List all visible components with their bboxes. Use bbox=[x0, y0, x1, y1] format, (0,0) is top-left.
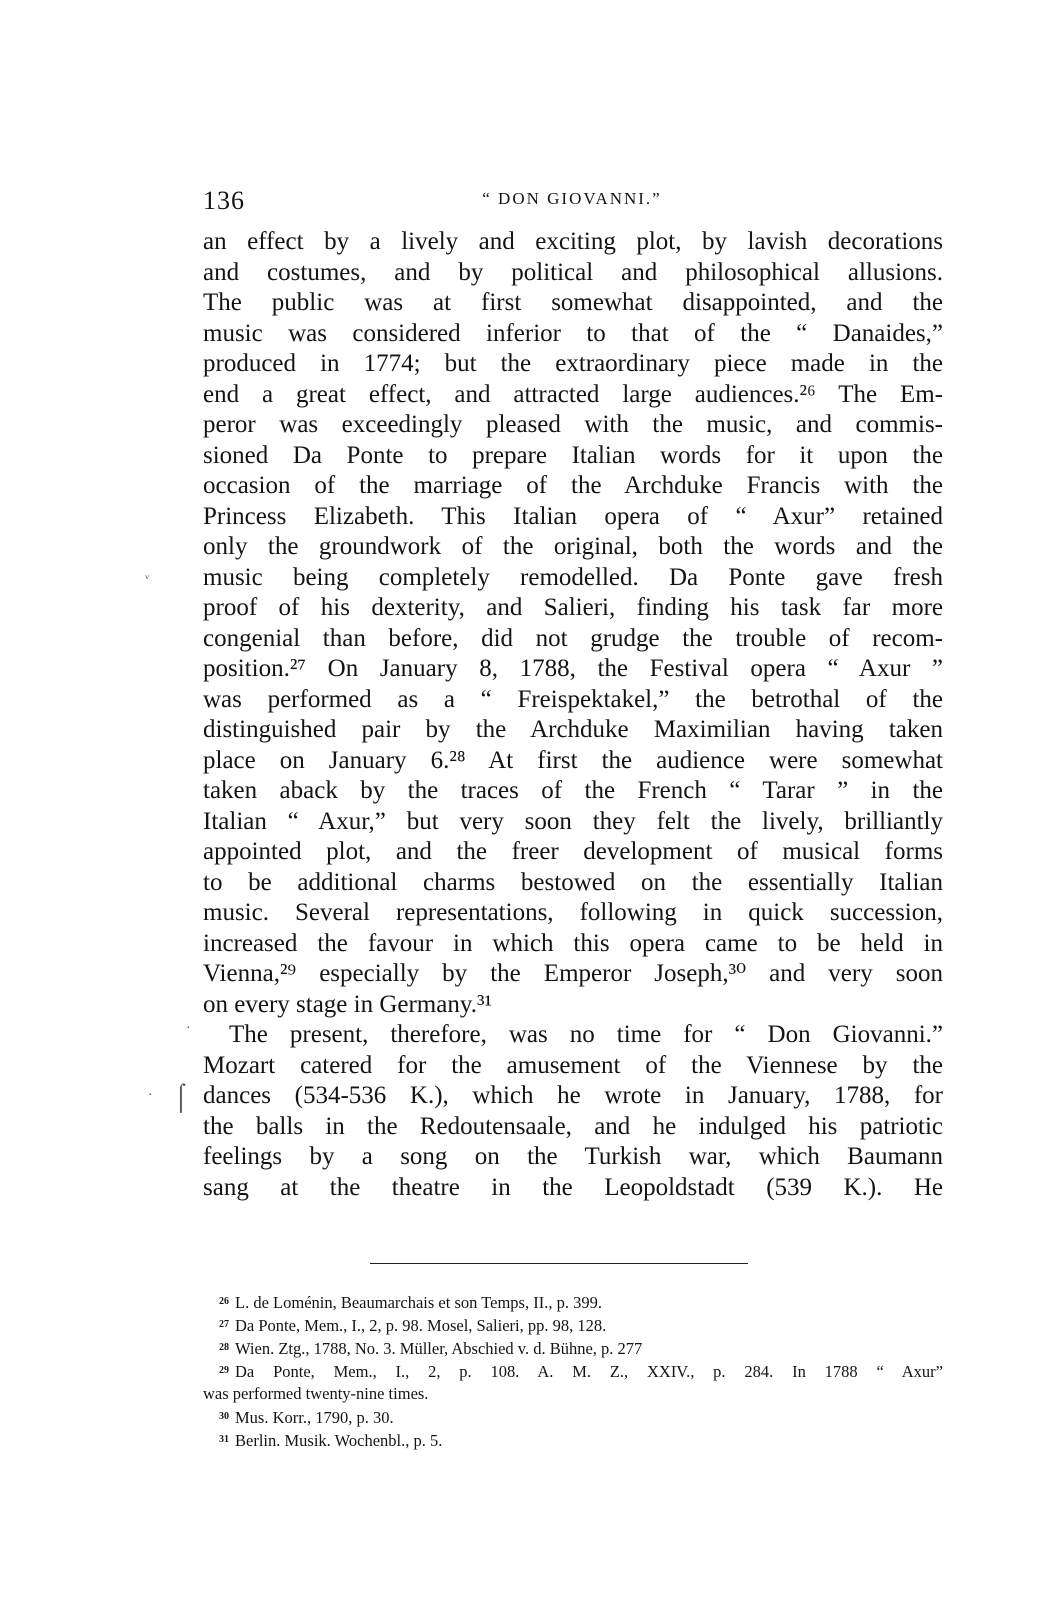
body-line: occasion of the marriage of the Archduke Francis with the bbox=[203, 472, 943, 499]
body-line: an effect by a lively and exciting plot, by lavish decorations bbox=[203, 228, 943, 255]
body-line: end a great effect, and attracted large audiences.²⁶ The Em- bbox=[203, 380, 943, 408]
paragraph-end-line: on every stage in Germany.³¹ bbox=[203, 990, 492, 1018]
footnotes bbox=[203, 1290, 943, 1451]
body-line: and costumes, and by political and philosophical allusions. bbox=[203, 258, 943, 286]
footnote-text: Berlin. Musik. Wochenbl., p. 5. bbox=[235, 1431, 443, 1450]
page-number: 136 bbox=[203, 186, 245, 215]
body-line: sang at the theatre in the Leopoldstadt (539 K.). He bbox=[203, 1173, 943, 1201]
body-line: Mozart catered for the amusement of the Viennese by the bbox=[203, 1051, 943, 1079]
body-line: music was considered inferior to that of the “ Danaides,” bbox=[203, 319, 943, 347]
body-line: peror was exceedingly pleased with the music, and commis- bbox=[203, 411, 943, 438]
body-line: The public was at first somewhat disappointed, and the bbox=[203, 289, 943, 316]
body-line: produced in 1774; but the extraordinary piece made in the bbox=[203, 350, 943, 377]
margin-bracket-mark: ⌠ bbox=[173, 1082, 189, 1111]
footnote-text: Da Ponte, Mem., I., 2, p. 108. A. M. Z., XXIV., p. 284. In 1788 “ Axur” bbox=[235, 1362, 943, 1381]
body-line: only the groundwork of the original, both the words and the bbox=[203, 533, 943, 560]
footnote-28 bbox=[203, 1336, 943, 1359]
footnote-31 bbox=[203, 1428, 943, 1451]
body-line: increased the favour in which this opera came to be held in bbox=[203, 929, 943, 957]
running-title: “ DON GIOVANNI.” bbox=[482, 189, 662, 208]
footnote-29 bbox=[203, 1359, 943, 1382]
body-line: Princess Elizabeth. This Italian opera of “ Axur” retained bbox=[203, 502, 943, 530]
margin-pencil-mark: · bbox=[148, 1088, 153, 1103]
body-line: to be additional charms bestowed on the essentially Italian bbox=[203, 868, 943, 896]
body-line: music. Several representations, following in quick succession, bbox=[203, 899, 943, 926]
body-line: place on January 6.²⁸ At first the audience were somewhat bbox=[203, 746, 943, 774]
margin-pencil-mark: ᵥ bbox=[145, 567, 150, 582]
body-line: music being completely remodelled. Da Ponte gave fresh bbox=[203, 563, 943, 591]
footnote-mark: 27 bbox=[219, 1319, 229, 1330]
footnote-mark: 26 bbox=[219, 1296, 229, 1307]
body-line: position.²⁷ On January 8, 1788, the Festival opera “ Axur ” bbox=[203, 655, 943, 682]
body-line: appointed plot, and the freer development of musical forms bbox=[203, 838, 943, 865]
body-line: taken aback by the traces of the French “ Tarar ” in the bbox=[203, 777, 943, 804]
footnote-text: Wien. Ztg., 1788, No. 3. Müller, Abschied v. d. Bühne, p. 277 bbox=[235, 1339, 643, 1358]
page-header bbox=[203, 186, 941, 220]
body-line: feelings by a song on the Turkish war, which Baumann bbox=[203, 1143, 943, 1170]
body-text bbox=[203, 227, 943, 1203]
footnote-29-continuation: was performed twenty-nine times. bbox=[203, 1384, 429, 1403]
footnote-divider bbox=[370, 1263, 748, 1264]
footnote-text: Da Ponte, Mem., I., 2, p. 98. Mosel, Salieri, pp. 98, 128. bbox=[235, 1316, 607, 1335]
body-line: sioned Da Ponte to prepare Italian words for it upon the bbox=[203, 441, 943, 469]
body-line: proof of his dexterity, and Salieri, finding his task far more bbox=[203, 594, 943, 621]
footnote-mark: 29 bbox=[219, 1365, 229, 1376]
body-line: the balls in the Redoutensaale, and he indulged his patriotic bbox=[203, 1112, 943, 1140]
body-line: congenial than before, did not grudge the trouble of recom- bbox=[203, 624, 943, 652]
paragraph-start-line: The present, therefore, was no time for “ Don Giovanni.” bbox=[229, 1021, 943, 1048]
footnote-mark: 30 bbox=[219, 1411, 229, 1422]
footnote-mark: 31 bbox=[219, 1434, 229, 1445]
footnote-mark: 28 bbox=[219, 1342, 229, 1353]
footnote-text: L. de Loménin, Beaumarchais et son Temps, II., p. 399. bbox=[235, 1293, 602, 1312]
footnote-26 bbox=[203, 1290, 943, 1313]
body-line: distinguished pair by the Archduke Maximilian having taken bbox=[203, 716, 943, 743]
body-line: was performed as a “ Freispektakel,” the betrothal of the bbox=[203, 685, 943, 713]
footnote-text: Mus. Korr., 1790, p. 30. bbox=[235, 1408, 394, 1427]
footnote-30 bbox=[203, 1405, 943, 1428]
footnote-27 bbox=[203, 1313, 943, 1336]
body-line: Vienna,²⁹ especially by the Emperor Joseph,³⁰ and very soon bbox=[203, 960, 943, 987]
margin-pencil-mark: · bbox=[186, 1021, 191, 1036]
body-line: dances (534-536 K.), which he wrote in January, 1788, for bbox=[203, 1082, 943, 1109]
body-line: Italian “ Axur,” but very soon they felt the lively, brilliantly bbox=[203, 807, 943, 835]
